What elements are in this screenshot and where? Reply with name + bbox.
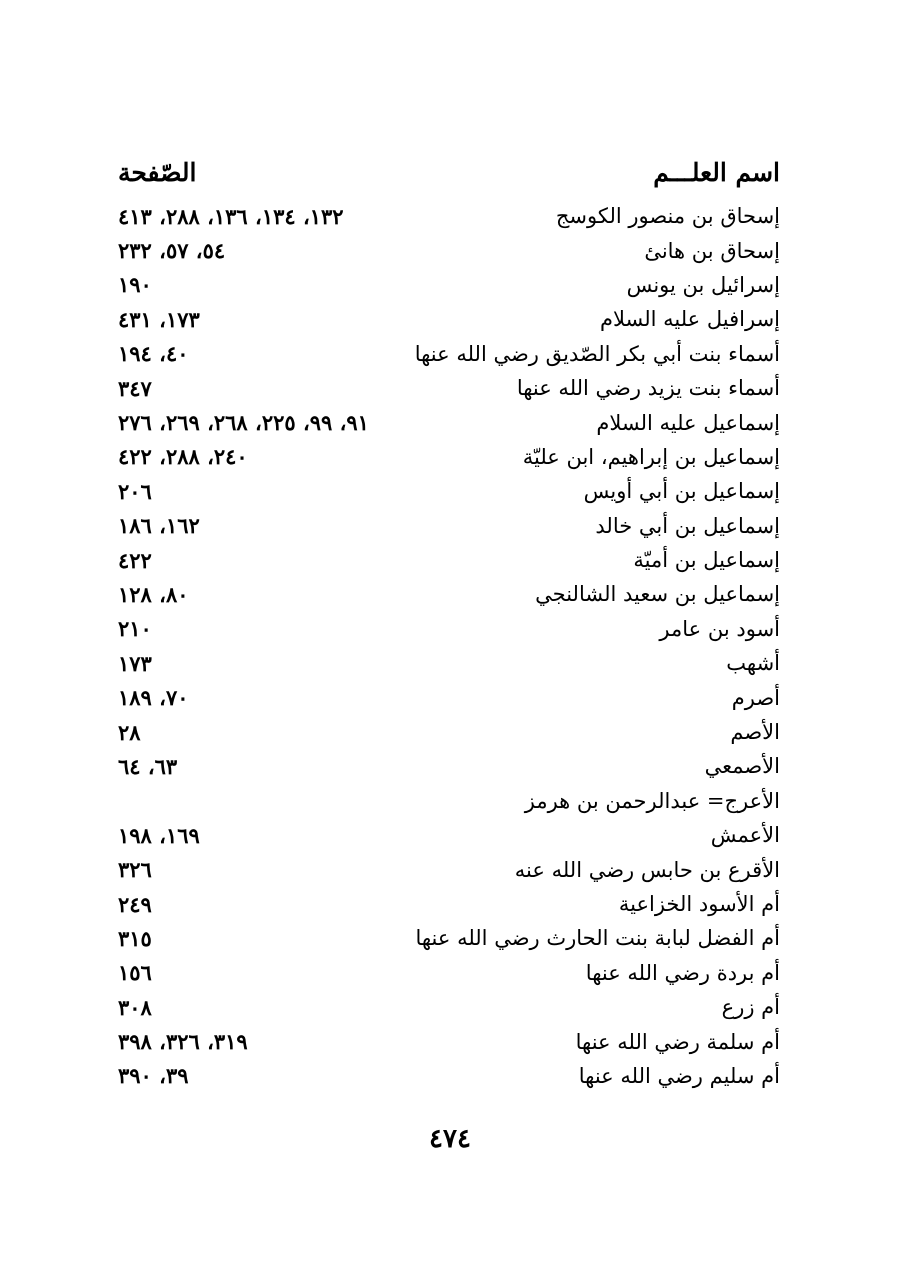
entry-name: إسماعيل بن سعيد الشالنجي bbox=[535, 582, 780, 607]
entry-name: أشهب bbox=[726, 651, 780, 676]
entry-name: أم بردة رضي الله عنها bbox=[585, 960, 780, 985]
index-entry bbox=[118, 199, 780, 233]
entry-pages: ١٧٣، ٤٣١ bbox=[118, 306, 200, 332]
entry-name: أسماء بنت يزيد رضي الله عنها bbox=[516, 376, 780, 401]
index-entry bbox=[118, 921, 780, 955]
entry-name: الأصمعي bbox=[704, 754, 780, 779]
name-column-heading: اسم العلـــم bbox=[653, 157, 780, 187]
index-entry bbox=[118, 371, 780, 405]
entry-pages: ٧٠، ١٨٩ bbox=[118, 685, 189, 711]
entry-name: أم الأسود الخزاعية bbox=[618, 892, 780, 916]
index-entry bbox=[118, 440, 780, 474]
entry-name: الأصم bbox=[730, 720, 780, 745]
index-entry bbox=[118, 818, 780, 852]
index-entry bbox=[118, 337, 780, 371]
entry-pages: ٣٠٨ bbox=[118, 994, 152, 1020]
index-entry bbox=[118, 1024, 780, 1058]
index-entry bbox=[118, 577, 780, 611]
entry-pages: ٩١، ٩٩، ٢٢٥، ٢٦٨، ٢٦٩، ٢٧٦ bbox=[118, 410, 369, 436]
entry-name: إسرافيل عليه السلام bbox=[599, 307, 780, 332]
entry-name: إسماعيل بن أبي خالد bbox=[595, 513, 780, 538]
index-entry bbox=[118, 268, 780, 302]
entry-name: الأعمش bbox=[710, 823, 780, 848]
index-entry bbox=[118, 680, 780, 714]
index-entry bbox=[118, 612, 780, 646]
entry-pages: ٤٢٢ bbox=[118, 547, 152, 573]
entry-name: أم زرع bbox=[721, 995, 780, 1020]
entry-pages: ١٦٩، ١٩٨ bbox=[118, 822, 200, 848]
page-column-heading: الصّفحة bbox=[118, 157, 197, 187]
entry-name: إسحاق بن هانئ bbox=[644, 238, 780, 263]
entry-name: إسماعيل بن أميّة bbox=[633, 548, 780, 573]
entry-pages: ٢٤٩ bbox=[118, 891, 152, 917]
entry-name: إسماعيل بن أبي أويس bbox=[583, 479, 780, 504]
page-number: ٤٧٤ bbox=[429, 1124, 471, 1154]
entry-pages: ٢٠٦ bbox=[118, 478, 152, 504]
entry-pages: ٣٤٧ bbox=[118, 375, 152, 401]
entry-name: أم الفضل لبابة بنت الحارث رضي الله عنها bbox=[415, 926, 780, 951]
entry-name: أم سليم رضي الله عنها bbox=[578, 1063, 780, 1088]
entry-name: أسماء بنت أبي بكر الصّديق رضي الله عنها bbox=[414, 341, 780, 366]
entry-name: إسحاق بن منصور الكوسج bbox=[555, 204, 780, 229]
entry-pages: ٢٨ bbox=[118, 719, 141, 745]
entry-pages: ٥٤، ٥٧، ٢٣٢ bbox=[118, 238, 226, 264]
index-entry bbox=[118, 956, 780, 990]
entry-pages: ٢٤٠، ٢٨٨، ٤٢٢ bbox=[118, 444, 248, 470]
index-entry bbox=[118, 749, 780, 783]
entry-pages: ١٥٦ bbox=[118, 960, 152, 986]
index-entry bbox=[118, 543, 780, 577]
index-entry bbox=[118, 784, 780, 818]
entry-name: إسماعيل عليه السلام bbox=[596, 410, 780, 435]
entry-name: أسود بن عامر bbox=[659, 616, 780, 641]
entry-pages: ١٦٢، ١٨٦ bbox=[118, 513, 200, 539]
index-entry bbox=[118, 887, 780, 921]
index-entry bbox=[118, 233, 780, 267]
entry-name: الأعرج= عبدالرحمن بن هرمز bbox=[524, 788, 780, 813]
entry-pages: ١٧٣ bbox=[118, 650, 152, 676]
index-header bbox=[118, 150, 780, 194]
entry-name: أم سلمة رضي الله عنها bbox=[575, 1029, 780, 1054]
index-entry bbox=[118, 990, 780, 1024]
entry-pages: ٣١٩، ٣٢٦، ٣٩٨ bbox=[118, 1029, 248, 1055]
entry-pages: ٣١٥ bbox=[118, 925, 152, 951]
index-entry bbox=[118, 715, 780, 749]
entry-pages: ١٩٠ bbox=[118, 272, 152, 298]
entry-pages: ٨٠، ١٢٨ bbox=[118, 581, 189, 607]
index-entry bbox=[118, 1059, 780, 1093]
entry-pages: ٣٩، ٣٩٠ bbox=[118, 1063, 189, 1089]
entry-name: إسماعيل بن إبراهيم، ابن عليّة bbox=[522, 444, 780, 469]
index-entry bbox=[118, 646, 780, 680]
index-entry bbox=[118, 302, 780, 336]
index-entries bbox=[118, 199, 780, 1093]
index-entry bbox=[118, 852, 780, 886]
entry-name: إسرائيل بن يونس bbox=[626, 272, 780, 297]
entry-pages: ١٣٢، ١٣٤، ١٣٦، ٢٨٨، ٤١٣ bbox=[118, 203, 344, 229]
entry-name: أصرم bbox=[731, 685, 780, 710]
entry-pages: ٦٣، ٦٤ bbox=[118, 753, 178, 779]
index-entry bbox=[118, 474, 780, 508]
entry-pages: ٣٢٦ bbox=[118, 857, 152, 883]
index-entry bbox=[118, 405, 780, 439]
entry-pages: ٢١٠ bbox=[118, 616, 152, 642]
entry-pages: ٤٠، ١٩٤ bbox=[118, 341, 189, 367]
index-entry bbox=[118, 509, 780, 543]
entry-name: الأقرع بن حابس رضي الله عنه bbox=[514, 857, 780, 882]
